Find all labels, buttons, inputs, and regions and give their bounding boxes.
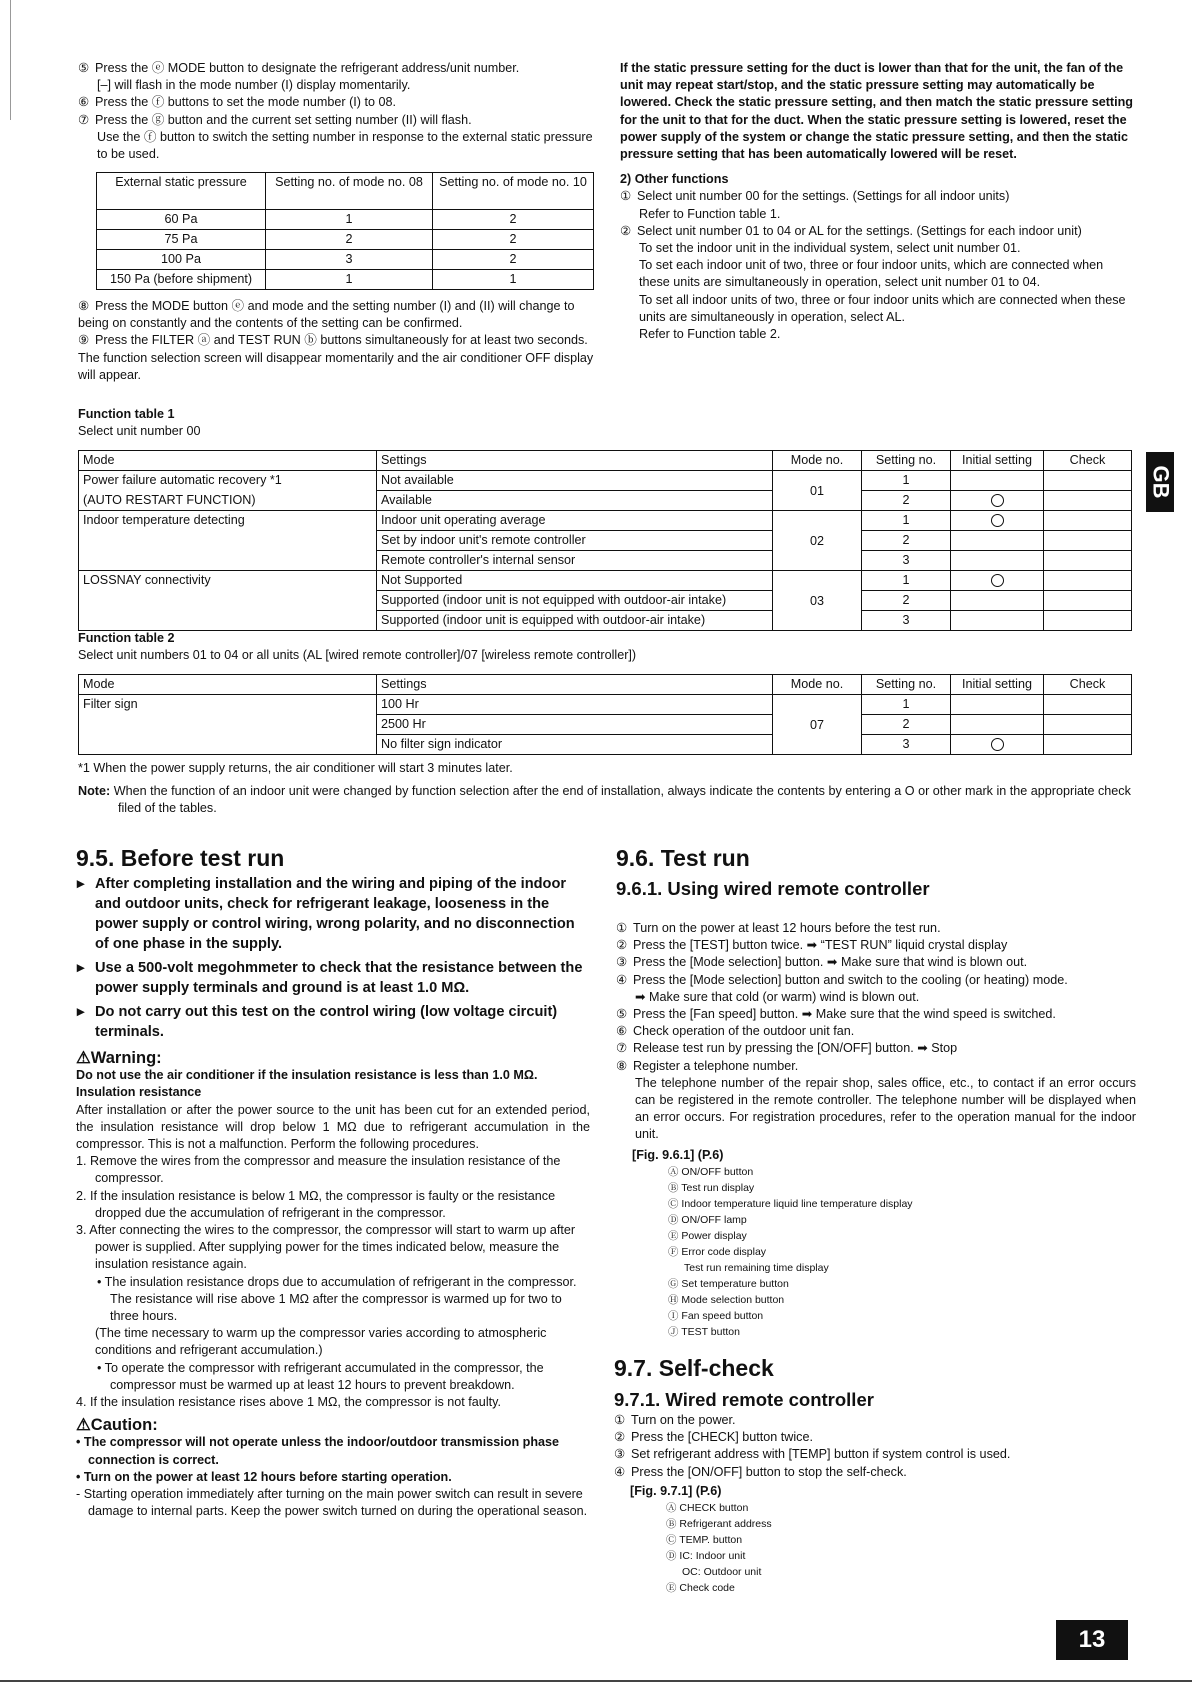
step-number: ⑨ — [78, 333, 90, 348]
table-header: Settings — [377, 675, 773, 695]
warning-title: Warning: — [90, 1049, 162, 1067]
list-item: • The insulation resistance drops due to accumulation of refrigerant in the compressor. The resistance will rise above 1 MΩ after the compressor is warmed up for two to three hours. — [97, 1274, 577, 1324]
pressure-table — [96, 172, 594, 290]
table-cell: Available — [377, 491, 773, 511]
table-cell: 2 — [266, 230, 433, 250]
table-cell: 03 — [773, 571, 862, 631]
step-number: ⑧ — [78, 299, 90, 313]
function-table-1-title: Function table 1 — [78, 407, 175, 421]
step-text: The telephone number of the repair shop, sales office, etc., to contact if an error occurs can be registered in the remote controller. The telephone number will be displayed when an error occurs. For registration procedures, refer to the operation manual for the indoor unit. — [635, 1075, 1136, 1142]
step-number: ① — [616, 921, 628, 935]
table-cell — [1044, 611, 1132, 631]
step-text: To set the indoor unit in the individual system, select unit number 01. — [639, 241, 1021, 256]
table-cell — [1044, 591, 1132, 611]
note-label: Note: — [78, 784, 111, 799]
step-text: Press the ⓔ MODE button to designate the refrigerant address/unit number. — [95, 61, 520, 75]
table-row — [97, 250, 594, 270]
table-cell — [951, 471, 1044, 491]
step-text: Press the [Mode selection] button and switch to the cooling (or heating) mode. — [633, 972, 1068, 987]
table-cell: 01 — [773, 471, 862, 511]
table-cell: 2 — [433, 230, 594, 250]
function-table-2-heading — [78, 630, 636, 664]
legend-item: Ⓓ ON/OFF lamp — [668, 1213, 747, 1226]
table-cell — [1044, 491, 1132, 511]
step-text: Press the [Fan speed] button. ➡ Make sure that the wind speed is switched. — [633, 1007, 1056, 1022]
step-text: Press the [CHECK] button twice. — [631, 1430, 813, 1445]
function-table-2-title: Function table 2 — [78, 631, 175, 645]
figure-legend — [616, 1164, 1136, 1340]
table-header: Initial setting — [951, 451, 1044, 471]
table-cell — [1044, 471, 1132, 491]
step-number: ① — [620, 189, 632, 204]
table-cell — [1044, 571, 1132, 591]
step-number: ③ — [616, 955, 628, 970]
table-header: Setting no. — [862, 675, 951, 695]
table-cell — [951, 715, 1044, 735]
table-cell: Supported (indoor unit is equipped with outdoor-air intake) — [377, 611, 773, 631]
list-item: • To operate the compressor with refrigerant accumulated in the compressor, the compressor must be warmed up at least 12 hours to prevent breakdown. — [97, 1360, 544, 1392]
table-cell: Indoor unit operating average — [377, 511, 773, 531]
step-text: Register a telephone number. — [633, 1058, 799, 1073]
table-cell — [951, 611, 1044, 631]
step-number: ⑥ — [616, 1024, 628, 1039]
section-9-5-title: 9.5. Before test run — [76, 845, 285, 871]
table-cell: Power failure automatic recovery *1 — [79, 471, 377, 491]
legend-item: Ⓑ Refrigerant address — [666, 1518, 772, 1531]
table-cell: 1 — [862, 511, 951, 531]
step-text: Press the MODE button ⓔ and mode and the setting number (I) and (II) will change to being on constantly and the contents of the setting can be confirmed. — [78, 299, 575, 331]
steps-top-left-2 — [78, 298, 598, 384]
table-cell: Filter sign — [79, 695, 377, 755]
legend-item: OC: Outdoor unit — [682, 1566, 762, 1579]
table-row — [97, 210, 594, 230]
step-text: Turn on the power. — [631, 1413, 736, 1427]
table-cell — [951, 511, 1044, 531]
step-number: ② — [620, 223, 632, 238]
table-cell: 75 Pa — [97, 230, 266, 250]
legend-item: Ⓐ CHECK button — [666, 1502, 749, 1515]
table-row — [79, 471, 1132, 491]
step-text: Refer to Function table 1. — [639, 206, 781, 221]
legend-item: Ⓐ ON/OFF button — [668, 1165, 754, 1178]
step-text: ➡ Make sure that cold (or warm) wind is blown out. — [635, 989, 920, 1004]
table-header: Mode no. — [773, 675, 862, 695]
table-cell: Indoor temperature detecting — [79, 511, 377, 571]
footnote: *1 When the power supply returns, the air conditioner will start 3 minutes later. — [78, 761, 513, 775]
bottom-rule — [0, 1680, 1192, 1682]
step-number: ② — [616, 938, 628, 953]
step-text: Refer to Function table 2. — [639, 327, 781, 342]
function-table-1-subtitle: Select unit number 00 — [78, 424, 201, 439]
step-number: ② — [614, 1430, 626, 1445]
section-9-7-1-title: 9.7.1. Wired remote controller — [614, 1389, 874, 1410]
table-cell: 1 — [433, 270, 594, 290]
warning-text: Do not use the air conditioner if the insulation resistance is less than 1.0 MΩ. — [76, 1068, 538, 1083]
step-number: ⑦ — [78, 112, 90, 127]
figure-legend — [614, 1500, 1134, 1596]
table-header: Settings — [377, 451, 773, 471]
legend-item: Ⓒ Indoor temperature liquid line temperature display — [668, 1197, 913, 1210]
legend-item: Ⓔ Power display — [668, 1229, 747, 1242]
legend-item: Ⓓ IC: Indoor unit — [666, 1550, 746, 1563]
table-cell: 2 — [862, 531, 951, 551]
table-cell — [951, 491, 1044, 511]
step-number: ⑧ — [616, 1058, 628, 1073]
step-text: Press the FILTER ⓐ and TEST RUN ⓑ buttons simultaneously for at least two seconds. The function selection screen will disappear momentarily and the air conditioner OFF display will appear. — [78, 333, 594, 382]
table-cell: 2 — [433, 210, 594, 230]
list-item: 4. If the insulation resistance rises above 1 MΩ, the compressor is not faulty. — [76, 1395, 501, 1410]
table-cell: 07 — [773, 695, 862, 755]
table-cell: 2 — [862, 715, 951, 735]
list-item: 1. Remove the wires from the compressor and measure the insulation resistance of the compressor. — [76, 1154, 561, 1186]
section-9-6-1-title: 9.6.1. Using wired remote controller — [616, 878, 930, 899]
table-cell: Not Supported — [377, 571, 773, 591]
table-cell: 150 Pa (before shipment) — [97, 270, 266, 290]
step-text: To set each indoor unit of two, three or four indoor units, which are connected when these units are simultaneously in operation, select unit number 01 to 04. — [639, 258, 1104, 290]
table-cell — [1044, 551, 1132, 571]
table-cell — [1044, 715, 1132, 735]
table-cell — [1044, 531, 1132, 551]
footnote-block — [78, 760, 1138, 818]
language-tab-label: GB — [1148, 465, 1173, 499]
step-text: Set refrigerant address with [TEMP] button if system control is used. — [631, 1447, 1011, 1462]
table-header: Initial setting — [951, 675, 1044, 695]
margin-rule — [10, 0, 11, 120]
section-9-7-title: 9.7. Self-check — [614, 1355, 774, 1381]
table-cell — [1044, 695, 1132, 715]
legend-item: Ⓑ Test run display — [668, 1181, 755, 1194]
table-row — [79, 511, 1132, 531]
step-number: ③ — [614, 1447, 626, 1462]
table-cell: 100 Pa — [97, 250, 266, 270]
table-cell: 1 — [862, 471, 951, 491]
step-number: ⑤ — [78, 61, 90, 75]
note-text: When the function of an indoor unit were changed by function selection after the end of installation, always indicate the contents by entering a O or other mark in the appropriate check filed of the tables. — [113, 784, 1131, 816]
table-cell — [951, 591, 1044, 611]
section-9-5-body — [76, 874, 590, 1520]
table-cell: (AUTO RESTART FUNCTION) — [79, 491, 377, 511]
steps-top-left — [78, 60, 598, 163]
step-text: Press the [Mode selection] button. ➡ Make sure that wind is blown out. — [633, 955, 1028, 970]
step-text: Turn on the power at least 12 hours before the test run. — [633, 921, 941, 935]
legend-item: Ⓒ TEMP. button — [666, 1534, 743, 1547]
table-cell: No filter sign indicator — [377, 735, 773, 755]
table-cell — [1044, 735, 1132, 755]
step-text: Select unit number 00 for the settings. (Settings for all indoor units) — [637, 189, 1010, 204]
section-9-6-body — [616, 920, 1136, 1340]
caution-item: - Starting operation immediately after turning on the main power switch can result in severe damage to internal parts. Keep the power switch turned on during the operational season. — [76, 1487, 588, 1519]
initial-setting-mark — [991, 494, 1004, 507]
page-number: 13 — [1056, 1620, 1128, 1660]
step-text: Press the [ON/OFF] button to stop the self-check. — [631, 1464, 907, 1479]
figure-reference: [Fig. 9.6.1] (P.6) — [632, 1147, 724, 1162]
table-cell: 2500 Hr — [377, 715, 773, 735]
table-cell: 2 — [862, 591, 951, 611]
table-cell: 100 Hr — [377, 695, 773, 715]
table-cell: LOSSNAY connectivity — [79, 571, 377, 631]
table-header: Setting no. — [862, 451, 951, 471]
legend-item: Ⓕ Error code display — [668, 1245, 767, 1258]
pressure-header: Setting no. of mode no. 10 — [433, 173, 594, 210]
table-header: Mode no. — [773, 451, 862, 471]
insulation-text: After installation or after the power source to the unit has been cut for an extended period, the insulation resistance will drop below 1 MΩ due to refrigerant accumulation in the compressor. This is not a malfunction. Perform the following procedures. — [76, 1102, 590, 1152]
list-item: 3. After connecting the wires to the compressor, the compressor will start to warm up after power is supplied. After supplying power for the times indicated below, measure the insulation resistance again. — [76, 1223, 576, 1272]
pressure-header: Setting no. of mode no. 08 — [266, 173, 433, 210]
table-cell — [1044, 511, 1132, 531]
table-row — [97, 230, 594, 250]
legend-item: Ⓔ Check code — [666, 1582, 735, 1595]
step-text: [–] will flash in the mode number (I) display momentarily. — [97, 78, 411, 93]
pressure-header: External static pressure — [97, 173, 266, 210]
table-cell: Supported (indoor unit is not equipped with outdoor-air intake) — [377, 591, 773, 611]
initial-setting-mark — [991, 514, 1004, 527]
table-header: Check — [1044, 451, 1132, 471]
language-tab — [1146, 452, 1174, 512]
step-text: Select unit number 01 to 04 or AL for the settings. (Settings for each indoor unit) — [637, 223, 1082, 238]
table-cell — [951, 531, 1044, 551]
legend-item: Ⓘ Fan speed button — [668, 1309, 764, 1322]
other-functions-title: 2) Other functions — [620, 172, 729, 187]
table-cell: Not available — [377, 471, 773, 491]
table-cell: 2 — [433, 250, 594, 270]
table-cell: 3 — [266, 250, 433, 270]
section-9-6-title: 9.6. Test run — [616, 845, 750, 871]
insulation-heading: Insulation resistance — [76, 1085, 202, 1100]
static-pressure-note — [620, 60, 1135, 343]
table-cell: 1 — [266, 270, 433, 290]
step-number: ④ — [614, 1464, 626, 1479]
table-row — [79, 491, 1132, 511]
step-number: ① — [614, 1413, 626, 1427]
list-item: 2. If the insulation resistance is below 1 MΩ, the compressor is faulty or the resistance dropped due the accumulation of refrigerant in the compressor. — [76, 1188, 556, 1220]
step-text: Press the ⓖ button and the current set setting number (II) will flash. — [95, 112, 472, 127]
table-row — [97, 270, 594, 290]
table-header: Mode — [79, 451, 377, 471]
table-cell: 02 — [773, 511, 862, 571]
step-number: ⑤ — [616, 1007, 628, 1022]
legend-item: Ⓙ TEST button — [668, 1325, 740, 1338]
function-table-2 — [78, 674, 1132, 755]
table-cell — [951, 735, 1044, 755]
step-text: Press the ⓕ buttons to set the mode number (I) to 08. — [95, 95, 397, 110]
step-text: Use the ⓕ button to switch the setting number in response to the external static pressure to be used. — [97, 129, 593, 162]
step-number: ④ — [616, 972, 628, 987]
table-cell — [951, 571, 1044, 591]
warning-icon: ⚠ — [76, 1049, 91, 1067]
table-cell — [951, 551, 1044, 571]
bullet-item: ▸ Use a 500-volt megohmmeter to check that the resistance between the power supply terminals and ground is at least 1.0 MΩ. — [76, 958, 590, 998]
caution-item: • Turn on the power at least 12 hours before starting operation. — [76, 1469, 452, 1484]
table-cell: 3 — [862, 551, 951, 571]
table-header: Mode — [79, 675, 377, 695]
figure-reference: [Fig. 9.7.1] (P.6) — [630, 1483, 722, 1498]
legend-item: Ⓖ Set temperature button — [668, 1277, 789, 1290]
table-cell: 1 — [862, 571, 951, 591]
table-row — [79, 571, 1132, 591]
caution-icon: ⚠ — [76, 1416, 91, 1435]
table-cell: 60 Pa — [97, 210, 266, 230]
table-cell — [951, 695, 1044, 715]
legend-item: Ⓗ Mode selection button — [668, 1293, 785, 1306]
section-9-7-body — [614, 1412, 1134, 1596]
table-cell: Set by indoor unit's remote controller — [377, 531, 773, 551]
table-header: Check — [1044, 675, 1132, 695]
initial-setting-mark — [991, 738, 1004, 751]
table-cell: 2 — [862, 491, 951, 511]
step-text: Release test run by pressing the [ON/OFF] button. ➡ Stop — [633, 1041, 958, 1056]
table-cell: Remote controller's internal sensor — [377, 551, 773, 571]
table-cell: 1 — [862, 695, 951, 715]
step-number: ⑥ — [78, 95, 90, 110]
function-table-1 — [78, 450, 1132, 631]
table-cell: 3 — [862, 611, 951, 631]
step-text: To set all indoor units of two, three or four indoor units which are connected when these units are simultaneously in operation, select AL. — [639, 292, 1126, 324]
caution-item: • The compressor will not operate unless the indoor/outdoor transmission phase connection is correct. — [76, 1435, 560, 1467]
bullet-item: ▸ Do not carry out this test on the control wiring (low voltage circuit) terminals. — [76, 1002, 590, 1042]
table-row — [79, 695, 1132, 715]
legend-item: Test run remaining time display — [684, 1261, 829, 1274]
function-table-2-subtitle: Select unit numbers 01 to 04 or all units (AL [wired remote controller]/07 [wireless remote controller]) — [78, 648, 637, 663]
static-pressure-paragraph: If the static pressure setting for the duct is lower than that for the unit, the fan of the unit may repeat start/stop, and the static pressure setting may automatically be lowered. Check the static pressure setting, and then match the static pressure setting for the unit to that for the duct. When the static pressure setting is lowered, reset the power supply of the system or change the static pressure setting, and then the static pressure setting that has been automatically lowered will be reset. — [620, 61, 1133, 162]
list-item: (The time necessary to warm up the compressor varies according to atmospheric conditions and refrigerant accumulation.) — [95, 1326, 547, 1358]
function-table-1-heading — [78, 406, 201, 440]
caution-title: Caution: — [90, 1416, 158, 1435]
step-number: ⑦ — [616, 1041, 628, 1056]
table-cell: 1 — [266, 210, 433, 230]
bullet-item: ▸ After completing installation and the wiring and piping of the indoor and outdoor units, check for refrigerant leakage, looseness in the power supply or control wiring, wrong polarity, and no disconnection of one phase in the supply. — [76, 874, 590, 954]
initial-setting-mark — [991, 574, 1004, 587]
step-text: Check operation of the outdoor unit fan. — [633, 1024, 855, 1039]
step-text: Press the [TEST] button twice. ➡ “TEST RUN” liquid crystal display — [633, 938, 1008, 953]
table-cell: 3 — [862, 735, 951, 755]
